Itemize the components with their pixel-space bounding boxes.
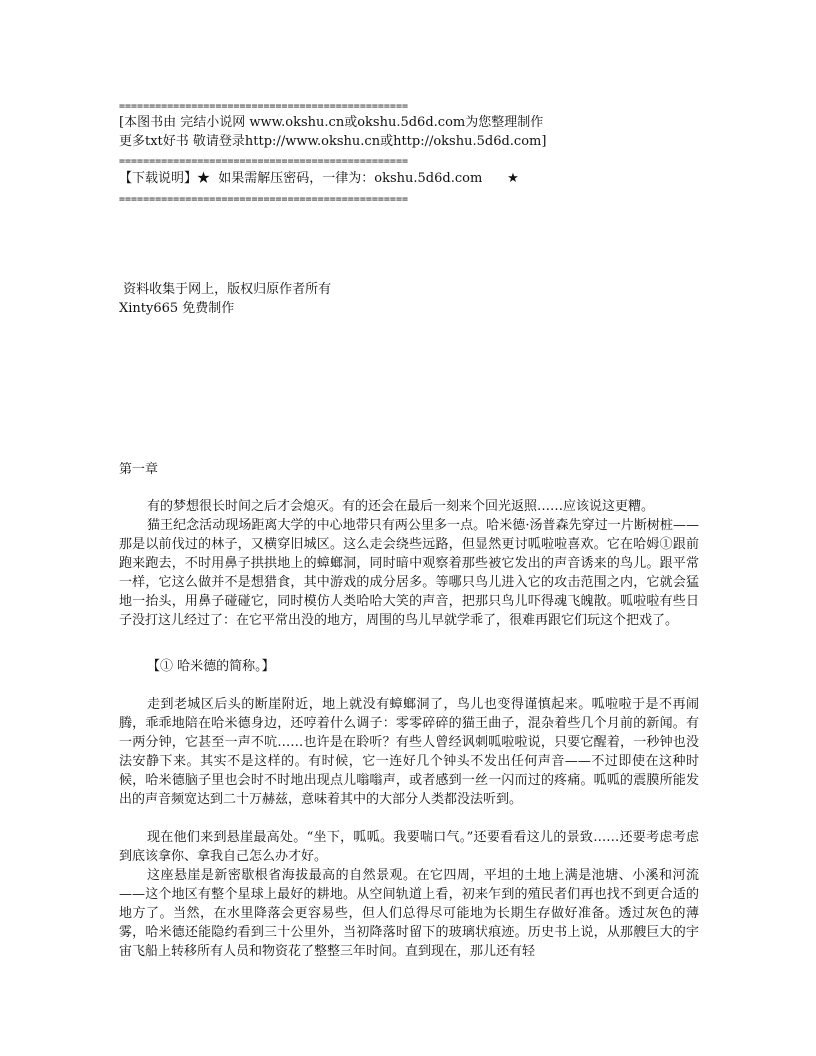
header-source-line: [本图书由 完结小说网 www.okshu.cn或okshu.5d6d.com为您整理制作 bbox=[119, 115, 544, 130]
credits-line: 资料收集于网上，版权归原作者所有 bbox=[119, 282, 332, 297]
separator-line: ================================================ bbox=[119, 101, 408, 112]
separator-line: ================================================ bbox=[119, 194, 408, 205]
download-note: 【下载说明】★ 如果需解压密码，一律为：okshu.5d6d.com ★ bbox=[119, 171, 519, 186]
credits-maker-line: Xinty665 免费制作 bbox=[119, 301, 235, 316]
separator-line: ================================================ bbox=[119, 156, 408, 167]
paragraph: 有的梦想很长时间之后才会熄灭。有的还会在最后一刻来个回光返照……应该说这更糟。 bbox=[147, 499, 655, 514]
paragraph: 走到老城区后头的断崖附近，地上就没有蟑螂洞了，鸟儿也变得谨慎起来。呱啦啦于是不再闹腾，乖乖地陪在哈米德身边，还哼着什么调子：零零碎碎的猫王曲子，混杂着些几个月前的新闻。有一两分钟，它甚至一声不吭……也许是在聆听？有些人曾经讽刺呱啦啦说，只要它醒着，一秒钟也没法安静下来。其实不是这样的。有时候，它一连好几个钟头不发出任何声音——不过即使在这种时候，哈米德脑子里也会时不时地出现点儿嗡嗡声，或者感到一丝一闪而过的疼痛。呱呱的震膜所能发出的声音频宽达到二十万赫兹，意味着其中的大部分人类都没法听到。 bbox=[119, 697, 699, 807]
chapter-title: 第一章 bbox=[119, 462, 159, 477]
header-website-line: 更多txt好书 敬请登录http://www.okshu.cn或http://okshu.5d6d.com] bbox=[119, 134, 547, 149]
paragraph: 这座悬崖是新密歇根省海拔最高的自然景观。在它四周，平坦的土地上满是池塘、小溪和河流——这个地区有整个星球上最好的耕地。从空间轨道上看，初来乍到的殖民者们再也找不到更合适的地方了。当然，在水里降落会更容易些，但人们总得尽可能地为长期生存做好准备。透过灰色的薄雾，哈米德还能隐约看到三十公里外，当初降落时留下的玻璃状痕迹。历史书上说，从那艘巨大的宇宙飞船上转移所有人员和物资花了整整三年时间。直到现在，那儿还有轻 bbox=[119, 868, 699, 959]
paragraph: 现在他们来到悬崖最高处。“坐下，呱呱。我要喘口气。”还要看看这儿的景致……还要考虑考虑到底该拿你、拿我自己怎么办才好。 bbox=[119, 830, 699, 864]
paragraph: 猫王纪念活动现场距离大学的中心地带只有两公里多一点。哈米德·汤普森先穿过一片断树桩——那是以前伐过的林子，又横穿旧城区。这么走会绕些远路，但显然更讨呱啦啦喜欢。它在哈姆①跟前跑来跑去，不时用鼻子拱拱地上的蟑螂洞，同时暗中观察着那些被它发出的声音诱来的鸟儿。跟平常一样，它这么做并不是想猎食，其中游戏的成分居多。等哪只鸟儿进入它的攻击范围之内，它就会猛地一抬头，用鼻子碰碰它，同时模仿人类哈哈大笑的声音，把那只鸟儿吓得魂飞魄散。呱啦啦有些日子没打这儿经过了：在它平常出没的地方，周围的鸟儿早就学乖了，很难再跟它们玩这个把戏了。 bbox=[119, 518, 699, 628]
footnote: 【① 哈米德的简称。】 bbox=[147, 659, 275, 674]
